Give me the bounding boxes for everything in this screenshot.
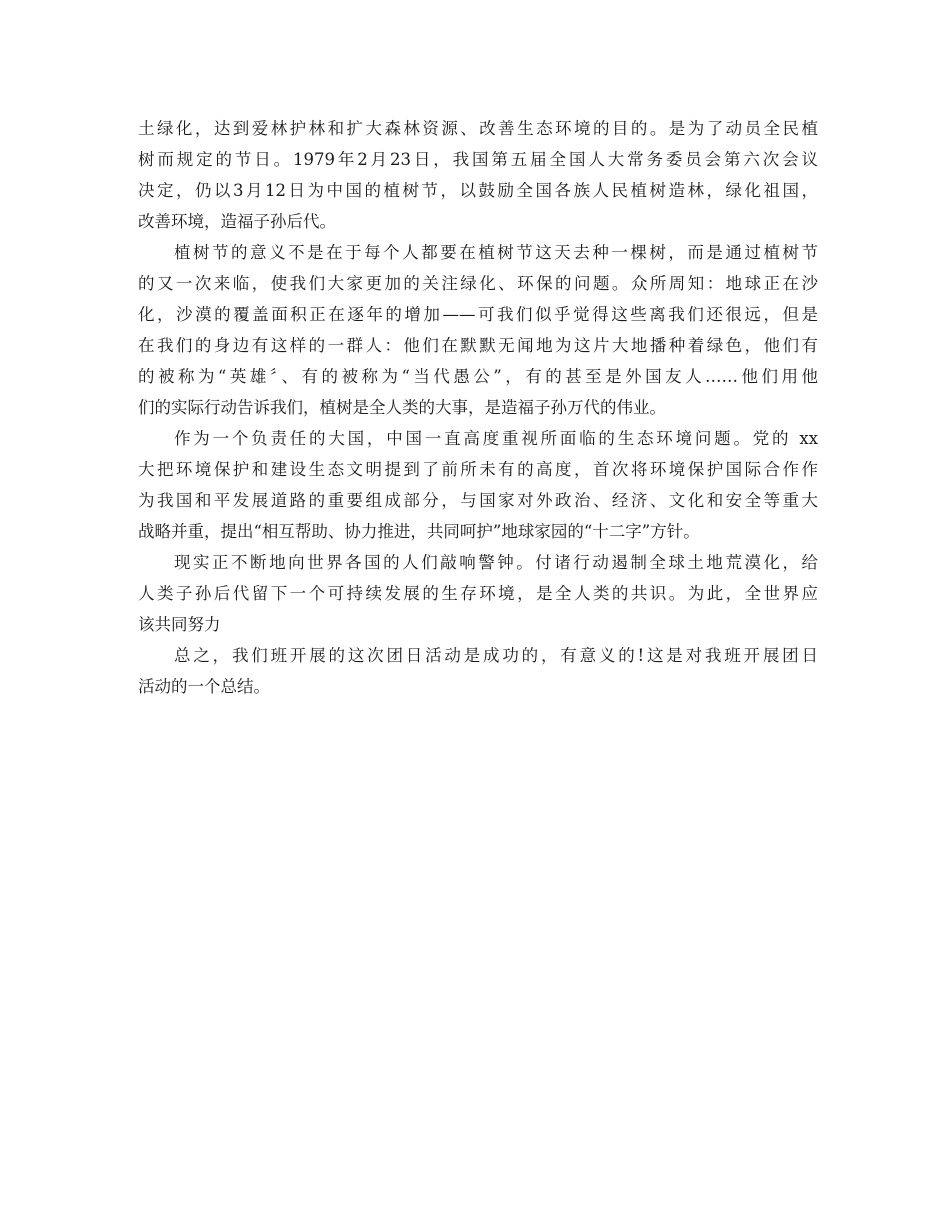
paragraph-4-line-2: 人类子孙后代留下一个可持续发展的生存环境，是全人类的共识。为此，全世界应 [138, 584, 818, 603]
paragraph-3-line-4: 战略并重，提出“相互帮助、协力推进，共同呵护”地球家园的“十二字”方针。 [138, 522, 700, 541]
paragraph-5-line-2: 活动的一个总结。 [138, 677, 270, 696]
paragraph-2-line-2: 的又一次来临，使我们大家更加的关注绿化、环保的问题。众所周知：地球正在沙 [138, 274, 818, 293]
paragraph-4-line-1: 现实正不断地向世界各国的人们敲响警钟。付诸行动遏制全球土地荒漠化，给 [174, 553, 818, 572]
document-body [138, 113, 818, 702]
paragraph-3-line-3: 为我国和平发展道路的重要组成部分，与国家对外政治、经济、文化和安全等重大 [138, 491, 818, 510]
paragraph-2-line-3: 化，沙漠的覆盖面积正在逐年的增加——可我们似乎觉得这些离我们还很远，但是 [138, 305, 818, 324]
paragraph-3-line-2: 大把环境保护和建设生态文明提到了前所未有的高度，首次将环境保护国际合作作 [138, 460, 818, 479]
paragraph-2-line-6: 们的实际行动告诉我们，植树是全人类的大事，是造福子孙万代的伟业。 [138, 398, 666, 417]
paragraph-4-line-3: 该共同努力 [138, 615, 221, 634]
paragraph-2-line-4: 在我们的身边有这样的一群人：他们在默默无闻地为这片大地播种着绿色，他们有 [138, 336, 818, 355]
paragraph-1-line-2: 树而规定的节日。1979年2月23日，我国第五届全国人大常务委员会第六次会议 [138, 150, 818, 169]
paragraph-3-line-1: 作为一个负责任的大国，中国一直高度重视所面临的生态环境问题。党的 xx [174, 429, 818, 448]
paragraph-1-line-3: 决定，仍以3月12日为中国的植树节，以鼓励全国各族人民植树造林，绿化祖国， [138, 181, 818, 200]
paragraph-1-line-1: 土绿化，达到爱林护林和扩大森林资源、改善生态环境的目的。是为了动员全民植 [138, 119, 818, 138]
paragraph-1-line-4: 改善环境，造福子孙后代。 [138, 212, 336, 231]
paragraph-5-line-1: 总之，我们班开展的这次团日活动是成功的，有意义的!这是对我班开展团日 [174, 646, 818, 665]
paragraph-2-line-5: 的被称为“英雄〞、有的被称为“当代愚公”，有的甚至是外国友人……他们用他 [138, 367, 818, 386]
paragraph-2-line-1: 植树节的意义不是在于每个人都要在植树节这天去种一棵树，而是通过植树节 [174, 243, 818, 262]
